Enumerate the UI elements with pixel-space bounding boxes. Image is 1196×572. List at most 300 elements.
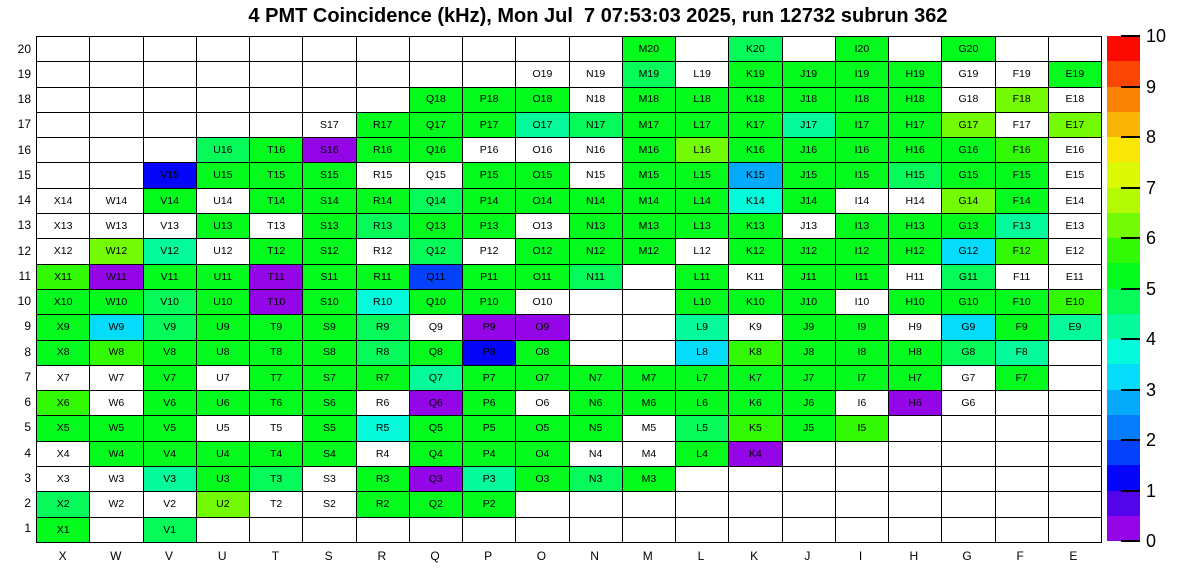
cell-O4: O4 <box>516 442 568 466</box>
cell-I10: I10 <box>836 290 888 314</box>
chart-title: 4 PMT Coincidence (kHz), Mon Jul 7 07:53:03 2025, run 12732 subrun 362 <box>248 5 948 27</box>
cell-N5: N5 <box>570 416 622 440</box>
cell-H3 <box>889 467 941 491</box>
colorbar-tick-label-6: 6 <box>1146 228 1157 248</box>
cell-S11: S11 <box>303 265 355 289</box>
cell-V4: V4 <box>144 442 196 466</box>
cell-T10: T10 <box>250 290 302 314</box>
cell-X16 <box>37 138 89 162</box>
cell-E15: E15 <box>1049 163 1101 187</box>
cell-Q14: Q14 <box>410 189 462 213</box>
cell-I20: I20 <box>836 37 888 61</box>
cell-J17: J17 <box>783 113 835 137</box>
cell-M11 <box>623 265 675 289</box>
colorbar-band <box>1107 491 1140 516</box>
cell-Q12: Q12 <box>410 239 462 263</box>
cell-J13: J13 <box>783 214 835 238</box>
cell-W13: W13 <box>90 214 142 238</box>
colorbar-tick <box>1121 338 1140 340</box>
cell-O6: O6 <box>516 391 568 415</box>
cell-E4 <box>1049 442 1101 466</box>
cell-V2: V2 <box>144 492 196 516</box>
cell-F12: F12 <box>996 239 1048 263</box>
colorbar-tick-label-2: 2 <box>1146 430 1157 450</box>
cell-K9: K9 <box>729 315 781 339</box>
cell-I8: I8 <box>836 341 888 365</box>
cell-L4: L4 <box>676 442 728 466</box>
x-axis-label-L: L <box>697 549 705 563</box>
cell-J15: J15 <box>783 163 835 187</box>
colorbar-band <box>1107 36 1140 61</box>
cell-F15: F15 <box>996 163 1048 187</box>
cell-T4: T4 <box>250 442 302 466</box>
colorbar-band <box>1107 263 1140 288</box>
cell-M19: M19 <box>623 62 675 86</box>
y-axis-label-19: 19 <box>17 66 31 81</box>
colorbar-tick-label-8: 8 <box>1146 127 1157 147</box>
cell-K6: K6 <box>729 391 781 415</box>
colorbar-tick <box>1121 439 1140 441</box>
cell-O3: O3 <box>516 467 568 491</box>
cell-G8: G8 <box>942 341 994 365</box>
cell-P6: P6 <box>463 391 515 415</box>
cell-N2 <box>570 492 622 516</box>
cell-P12: P12 <box>463 239 515 263</box>
cell-E14: E14 <box>1049 189 1101 213</box>
y-axis-label-4: 4 <box>24 445 31 460</box>
cell-O2 <box>516 492 568 516</box>
cell-K18: K18 <box>729 88 781 112</box>
cell-Q8: Q8 <box>410 341 462 365</box>
cell-E18: E18 <box>1049 88 1101 112</box>
cell-W9: W9 <box>90 315 142 339</box>
cell-X4: X4 <box>37 442 89 466</box>
cell-T9: T9 <box>250 315 302 339</box>
cell-R2: R2 <box>357 492 409 516</box>
cell-P8: P8 <box>463 341 515 365</box>
cell-T8: T8 <box>250 341 302 365</box>
cell-G11: G11 <box>942 265 994 289</box>
cell-S13: S13 <box>303 214 355 238</box>
cell-E10: E10 <box>1049 290 1101 314</box>
cell-L14: L14 <box>676 189 728 213</box>
cell-J4 <box>783 442 835 466</box>
cell-K14: K14 <box>729 189 781 213</box>
x-axis-label-R: R <box>377 549 387 563</box>
x-axis-label-U: U <box>217 549 227 563</box>
cell-G10: G10 <box>942 290 994 314</box>
cell-H14: H14 <box>889 189 941 213</box>
cell-U18 <box>197 88 249 112</box>
colorbar-tick-label-0: 0 <box>1146 531 1157 551</box>
cell-I19: I19 <box>836 62 888 86</box>
cell-F17: F17 <box>996 113 1048 137</box>
cell-V10: V10 <box>144 290 196 314</box>
cell-O16: O16 <box>516 138 568 162</box>
cell-R5: R5 <box>357 416 409 440</box>
cell-T2: T2 <box>250 492 302 516</box>
x-axis-label-N: N <box>590 549 599 563</box>
cell-N19: N19 <box>570 62 622 86</box>
cell-K17: K17 <box>729 113 781 137</box>
cell-O19: O19 <box>516 62 568 86</box>
cell-J14: J14 <box>783 189 835 213</box>
cell-X7: X7 <box>37 366 89 390</box>
colorbar-tick <box>1121 136 1140 138</box>
cell-E17: E17 <box>1049 113 1101 137</box>
cell-H19: H19 <box>889 62 941 86</box>
cell-X5: X5 <box>37 416 89 440</box>
cell-P4: P4 <box>463 442 515 466</box>
cell-X15 <box>37 163 89 187</box>
cell-J6: J6 <box>783 391 835 415</box>
cell-R10: R10 <box>357 290 409 314</box>
cell-X11: X11 <box>37 265 89 289</box>
cell-H16: H16 <box>889 138 941 162</box>
y-axis-label-2: 2 <box>24 496 31 511</box>
cell-J12: J12 <box>783 239 835 263</box>
cell-J3 <box>783 467 835 491</box>
cell-N1 <box>570 518 622 542</box>
y-axis-label-11: 11 <box>18 268 31 283</box>
cell-F14: F14 <box>996 189 1048 213</box>
cell-R1 <box>357 518 409 542</box>
cell-J9: J9 <box>783 315 835 339</box>
cell-R6: R6 <box>357 391 409 415</box>
cell-K19: K19 <box>729 62 781 86</box>
x-axis-label-T: T <box>271 549 280 563</box>
cell-N4: N4 <box>570 442 622 466</box>
cell-H12: H12 <box>889 239 941 263</box>
cell-O17: O17 <box>516 113 568 137</box>
cell-J10: J10 <box>783 290 835 314</box>
cell-J2 <box>783 492 835 516</box>
colorbar-tick <box>1121 490 1140 492</box>
cell-K2 <box>729 492 781 516</box>
cell-E16: E16 <box>1049 138 1101 162</box>
cell-S20 <box>303 37 355 61</box>
cell-Q5: Q5 <box>410 416 462 440</box>
colorbar-band <box>1107 87 1140 112</box>
y-axis-label-6: 6 <box>24 395 31 410</box>
colorbar-band <box>1107 289 1140 314</box>
cell-G1 <box>942 518 994 542</box>
cell-K3 <box>729 467 781 491</box>
cell-T12: T12 <box>250 239 302 263</box>
cell-I5: I5 <box>836 416 888 440</box>
cell-X6: X6 <box>37 391 89 415</box>
y-axis-label-7: 7 <box>24 369 31 384</box>
cell-L11: L11 <box>676 265 728 289</box>
cell-V3: V3 <box>144 467 196 491</box>
cell-H2 <box>889 492 941 516</box>
cell-Q9: Q9 <box>410 315 462 339</box>
cell-O5: O5 <box>516 416 568 440</box>
cell-K16: K16 <box>729 138 781 162</box>
colorbar-band <box>1107 162 1140 187</box>
cell-N15: N15 <box>570 163 622 187</box>
cell-E7 <box>1049 366 1101 390</box>
cell-M10 <box>623 290 675 314</box>
cell-P18: P18 <box>463 88 515 112</box>
cell-F16: F16 <box>996 138 1048 162</box>
y-axis-label-12: 12 <box>17 243 31 258</box>
cell-F20 <box>996 37 1048 61</box>
cell-O15: O15 <box>516 163 568 187</box>
cell-X9: X9 <box>37 315 89 339</box>
cell-G7: G7 <box>942 366 994 390</box>
cell-N18: N18 <box>570 88 622 112</box>
cell-I15: I15 <box>836 163 888 187</box>
cell-E1 <box>1049 518 1101 542</box>
cell-Q17: Q17 <box>410 113 462 137</box>
cell-N9 <box>570 315 622 339</box>
y-axis-label-10: 10 <box>17 294 31 309</box>
cell-S18 <box>303 88 355 112</box>
cell-U1 <box>197 518 249 542</box>
cell-M9 <box>623 315 675 339</box>
cell-M17: M17 <box>623 113 675 137</box>
cell-E5 <box>1049 416 1101 440</box>
cell-Q16: Q16 <box>410 138 462 162</box>
cell-N16: N16 <box>570 138 622 162</box>
cell-E11: E11 <box>1049 265 1101 289</box>
cell-T18 <box>250 88 302 112</box>
cell-X20 <box>37 37 89 61</box>
cell-W2: W2 <box>90 492 142 516</box>
x-axis-label-O: O <box>536 549 547 563</box>
cell-H1 <box>889 518 941 542</box>
cell-S8: S8 <box>303 341 355 365</box>
cell-P7: P7 <box>463 366 515 390</box>
x-axis-label-P: P <box>484 549 493 563</box>
cell-X13: X13 <box>37 214 89 238</box>
cell-G4 <box>942 442 994 466</box>
cell-S9: S9 <box>303 315 355 339</box>
x-axis-label-K: K <box>750 549 759 563</box>
x-axis-label-H: H <box>909 549 919 563</box>
cell-M1 <box>623 518 675 542</box>
cell-T13: T13 <box>250 214 302 238</box>
cell-R11: R11 <box>357 265 409 289</box>
cell-O1 <box>516 518 568 542</box>
cell-Q1 <box>410 518 462 542</box>
cell-V16 <box>144 138 196 162</box>
y-axis-label-1: 1 <box>24 521 31 536</box>
cell-G2 <box>942 492 994 516</box>
colorbar-band <box>1107 339 1140 364</box>
cell-I2 <box>836 492 888 516</box>
cell-R16: R16 <box>357 138 409 162</box>
cell-N12: N12 <box>570 239 622 263</box>
cell-G9: G9 <box>942 315 994 339</box>
colorbar-band <box>1107 465 1140 490</box>
cell-S19 <box>303 62 355 86</box>
cell-W19 <box>90 62 142 86</box>
cell-V13: V13 <box>144 214 196 238</box>
cell-H11: H11 <box>889 265 941 289</box>
colorbar-band <box>1107 415 1140 440</box>
cell-Q4: Q4 <box>410 442 462 466</box>
cell-N14: N14 <box>570 189 622 213</box>
cell-S7: S7 <box>303 366 355 390</box>
cell-H18: H18 <box>889 88 941 112</box>
x-axis-label-J: J <box>804 549 811 563</box>
cell-L19: L19 <box>676 62 728 86</box>
cell-V1: V1 <box>144 518 196 542</box>
cell-I9: I9 <box>836 315 888 339</box>
cell-E8 <box>1049 341 1101 365</box>
colorbar-tick-label-4: 4 <box>1146 329 1157 349</box>
cell-Q11: Q11 <box>410 265 462 289</box>
cell-T17 <box>250 113 302 137</box>
cell-F9: F9 <box>996 315 1048 339</box>
cell-M4: M4 <box>623 442 675 466</box>
cell-E13: E13 <box>1049 214 1101 238</box>
cell-T19 <box>250 62 302 86</box>
colorbar-band <box>1107 238 1140 263</box>
cell-O10: O10 <box>516 290 568 314</box>
cell-G20: G20 <box>942 37 994 61</box>
cell-V8: V8 <box>144 341 196 365</box>
cell-H15: H15 <box>889 163 941 187</box>
cell-P17: P17 <box>463 113 515 137</box>
cell-U13: U13 <box>197 214 249 238</box>
cell-N20 <box>570 37 622 61</box>
cell-Q7: Q7 <box>410 366 462 390</box>
cell-O7: O7 <box>516 366 568 390</box>
cell-J11: J11 <box>783 265 835 289</box>
cell-G12: G12 <box>942 239 994 263</box>
cell-K1 <box>729 518 781 542</box>
cell-P3: P3 <box>463 467 515 491</box>
cell-L7: L7 <box>676 366 728 390</box>
cell-W4: W4 <box>90 442 142 466</box>
cell-M18: M18 <box>623 88 675 112</box>
cell-R20 <box>357 37 409 61</box>
cell-U3: U3 <box>197 467 249 491</box>
cell-I14: I14 <box>836 189 888 213</box>
cell-T11: T11 <box>250 265 302 289</box>
cell-S2: S2 <box>303 492 355 516</box>
cell-X3: X3 <box>37 467 89 491</box>
cell-W15 <box>90 163 142 187</box>
cell-E2 <box>1049 492 1101 516</box>
cell-I16: I16 <box>836 138 888 162</box>
cell-W17 <box>90 113 142 137</box>
cell-H17: H17 <box>889 113 941 137</box>
cell-H10: H10 <box>889 290 941 314</box>
cell-R3: R3 <box>357 467 409 491</box>
x-axis-label-Q: Q <box>430 549 440 563</box>
cell-O8: O8 <box>516 341 568 365</box>
cell-M16: M16 <box>623 138 675 162</box>
y-axis-label-13: 13 <box>17 218 31 233</box>
cell-X8: X8 <box>37 341 89 365</box>
cell-K20: K20 <box>729 37 781 61</box>
cell-V14: V14 <box>144 189 196 213</box>
cell-N3: N3 <box>570 467 622 491</box>
colorbar-tick <box>1121 86 1140 88</box>
cell-L13: L13 <box>676 214 728 238</box>
cell-O14: O14 <box>516 189 568 213</box>
cell-V20 <box>144 37 196 61</box>
colorbar-band <box>1107 516 1140 541</box>
cell-T5: T5 <box>250 416 302 440</box>
cell-U16: U16 <box>197 138 249 162</box>
cell-F6 <box>996 391 1048 415</box>
cell-J8: J8 <box>783 341 835 365</box>
cell-F18: F18 <box>996 88 1048 112</box>
cell-N17: N17 <box>570 113 622 137</box>
cell-N10 <box>570 290 622 314</box>
cell-F2 <box>996 492 1048 516</box>
y-axis-label-8: 8 <box>24 344 31 359</box>
cell-E20 <box>1049 37 1101 61</box>
colorbar-tick-label-3: 3 <box>1146 379 1157 400</box>
cell-I17: I17 <box>836 113 888 137</box>
cell-F5 <box>996 416 1048 440</box>
cell-M20: M20 <box>623 37 675 61</box>
cell-R17: R17 <box>357 113 409 137</box>
cell-W7: W7 <box>90 366 142 390</box>
cell-F8: F8 <box>996 341 1048 365</box>
cell-N6: N6 <box>570 391 622 415</box>
cell-U10: U10 <box>197 290 249 314</box>
cell-I12: I12 <box>836 239 888 263</box>
cell-R13: R13 <box>357 214 409 238</box>
cell-T1 <box>250 518 302 542</box>
cell-S16: S16 <box>303 138 355 162</box>
cell-P9: P9 <box>463 315 515 339</box>
cell-W14: W14 <box>90 189 142 213</box>
cell-L9: L9 <box>676 315 728 339</box>
cell-E3 <box>1049 467 1101 491</box>
colorbar-tick-label-5: 5 <box>1146 278 1157 299</box>
cell-U7: U7 <box>197 366 249 390</box>
cell-I13: I13 <box>836 214 888 238</box>
cell-R4: R4 <box>357 442 409 466</box>
cell-M14: M14 <box>623 189 675 213</box>
cell-G15: G15 <box>942 163 994 187</box>
cell-I1 <box>836 518 888 542</box>
cell-H20 <box>889 37 941 61</box>
cell-L8: L8 <box>676 341 728 365</box>
colorbar-tick <box>1121 35 1140 37</box>
cell-T6: T6 <box>250 391 302 415</box>
cell-U14: U14 <box>197 189 249 213</box>
cell-F3 <box>996 467 1048 491</box>
cell-F4 <box>996 442 1048 466</box>
cell-S12: S12 <box>303 239 355 263</box>
cell-X17 <box>37 113 89 137</box>
cell-W20 <box>90 37 142 61</box>
cell-I4 <box>836 442 888 466</box>
cell-I11: I11 <box>836 265 888 289</box>
cell-W11: W11 <box>90 265 142 289</box>
cell-V18 <box>144 88 196 112</box>
cell-G14: G14 <box>942 189 994 213</box>
cell-U5: U5 <box>197 416 249 440</box>
cell-F1 <box>996 518 1048 542</box>
cell-N7: N7 <box>570 366 622 390</box>
cell-G17: G17 <box>942 113 994 137</box>
x-axis-label-W: W <box>110 549 122 563</box>
colorbar-tick-label-1: 1 <box>1146 480 1157 501</box>
cell-H8: H8 <box>889 341 941 365</box>
cell-H6: H6 <box>889 391 941 415</box>
colorbar-band <box>1107 314 1140 339</box>
